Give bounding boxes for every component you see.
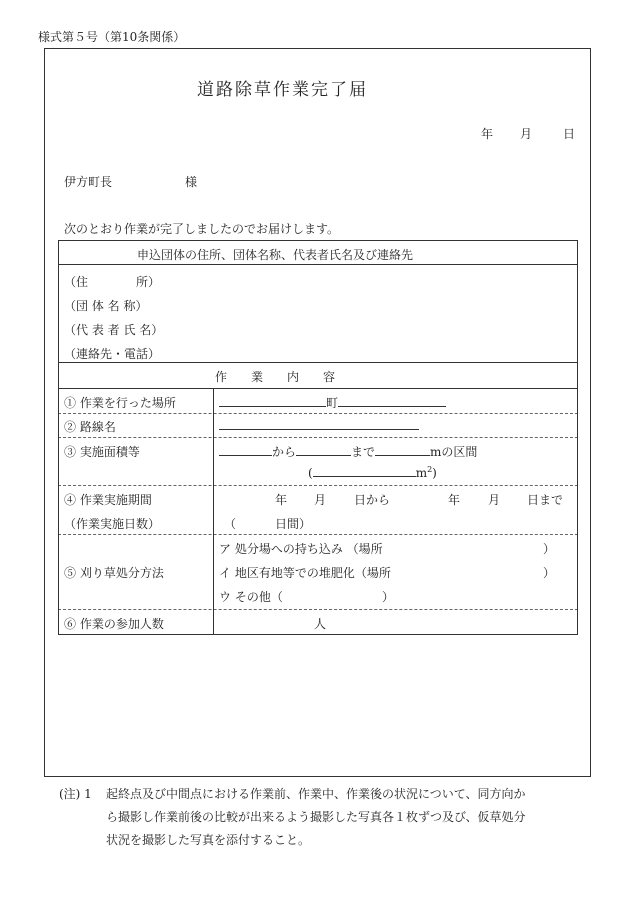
note-line-3: 状況を撮影した写真を添付すること。 xyxy=(106,833,311,847)
area-paren-close: ) xyxy=(432,466,437,480)
applicant-contact-label: （連絡先・電話） xyxy=(64,347,161,361)
period-month2: 月 xyxy=(488,493,501,507)
period-year1: 年 xyxy=(275,493,288,507)
period-label: ④ 作業実施期間 xyxy=(64,493,152,507)
addressee-honorific: 様 xyxy=(185,175,198,189)
note-line-2: ら撮影し作業前後の比較が出来るよう撮影した写真各１枚ずつ及び、仮草処分 xyxy=(106,810,526,824)
area-unit-sup: 2 xyxy=(427,465,433,474)
period-days-open: （ xyxy=(224,517,237,531)
work-header: 作 業 内 容 xyxy=(215,370,336,384)
period-day-to: 日まで xyxy=(527,493,564,507)
disposal-option-b: イ 地区有地等での堆肥化（場所 xyxy=(219,566,391,580)
area-sqm-field xyxy=(308,465,437,480)
disposal-option-b-close: ） xyxy=(543,566,556,580)
disposal-option-a-close: ） xyxy=(543,542,556,556)
applicant-representative-label: （代 表 者 氏 名） xyxy=(64,323,164,337)
area-from: から xyxy=(272,445,297,459)
area-field xyxy=(219,443,477,460)
participants-unit: 人 xyxy=(314,617,327,631)
route-label: ② 路線名 xyxy=(64,420,116,434)
place-blank-1 xyxy=(219,395,326,407)
form-number: 様式第５号（第10条関係） xyxy=(38,30,186,44)
place-field xyxy=(219,394,446,411)
area-to-blank xyxy=(296,444,351,456)
area-from-blank xyxy=(219,444,272,456)
period-sublabel: （作業実施日数） xyxy=(64,517,161,531)
applicant-header: 申込団体の住所、団体名称、代表者氏名及び連絡先 xyxy=(137,248,414,262)
period-year2: 年 xyxy=(448,493,461,507)
area-unit: m xyxy=(415,466,428,480)
area-label: ③ 実施面積等 xyxy=(64,445,140,459)
addressee-name: 伊方町長 xyxy=(64,175,113,189)
route-field xyxy=(219,418,419,433)
area-length-blank xyxy=(375,444,430,456)
intro-text: 次のとおり作業が完了しましたのでお届けします。 xyxy=(64,222,340,236)
area-sqm-blank xyxy=(313,465,416,477)
disposal-option-c: ウ その他（ xyxy=(219,590,283,604)
period-days-close: 日間） xyxy=(275,517,312,531)
form-title: 道路除草作業完了届 xyxy=(197,80,368,100)
disposal-label: ⑤ 刈り草処分方法 xyxy=(64,566,164,580)
place-blank-2 xyxy=(338,395,446,407)
period-month1: 月 xyxy=(314,493,327,507)
place-label: ① 作業を行った場所 xyxy=(64,396,176,410)
area-section: mの区間 xyxy=(430,445,478,459)
date-month: 月 xyxy=(520,127,533,141)
note-line-1: 起終点及び中間点における作業前、作業中、作業後の状況について、同方向か xyxy=(106,787,526,801)
area-paren-open: ( xyxy=(308,466,313,480)
period-day-from: 日から xyxy=(354,493,391,507)
disposal-option-c-close: ） xyxy=(382,590,395,604)
participants-label: ⑥ 作業の参加人数 xyxy=(64,617,164,631)
note-prefix: (注) 1 xyxy=(59,787,92,801)
applicant-address-label: （住 所） xyxy=(64,275,161,289)
applicant-group-label: （団 体 名 称） xyxy=(64,299,148,313)
route-blank xyxy=(219,418,419,430)
date-year: 年 xyxy=(481,127,494,141)
disposal-option-a: ア 処分場への持ち込み （場所 xyxy=(219,542,383,556)
place-town: 町 xyxy=(326,396,339,410)
area-to: まで xyxy=(351,445,376,459)
date-day: 日 xyxy=(563,127,576,141)
